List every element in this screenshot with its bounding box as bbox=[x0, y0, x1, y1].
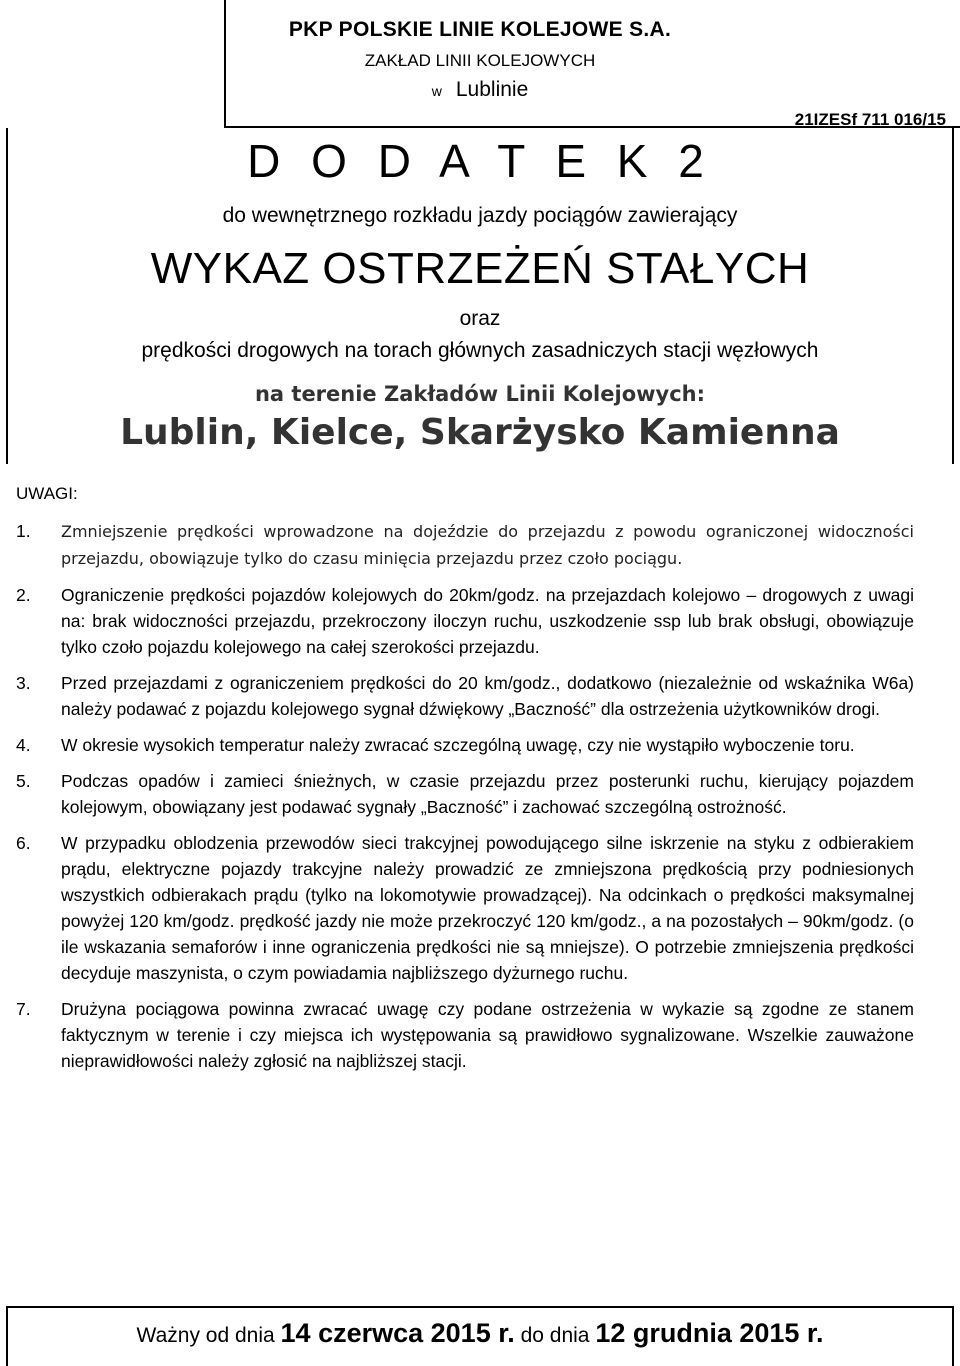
note-item bbox=[16, 996, 914, 1074]
note-item bbox=[16, 830, 914, 986]
note-text: Zmniejszenie prędkości wprowadzone na dojeździe do przejazdu z powodu ograniczonej widoczności przejazdu, obowiązuje tylko do czasu minięcia przejazdu przez czoło pociągu. bbox=[61, 522, 914, 568]
note-number: 1. bbox=[16, 521, 31, 541]
footer-rule-top bbox=[6, 1306, 954, 1308]
note-text: Ograniczenie prędkości pojazdów kolejowych do 20km/godz. na przejazdach kolejowo – drogowych z uwagi na: brak widoczności przejazdu, przekroczony iloczyn ruchu, uszkodzenie ssp lub brak obsługi, obowiązuje tylko czoło pojazdu kolejowego na całej szerokości przejazdu. bbox=[61, 585, 914, 657]
note-number: 3. bbox=[16, 673, 31, 693]
note-number: 4. bbox=[16, 735, 31, 755]
area-line: na terenie Zakładów Linii Kolejowych: bbox=[254, 382, 706, 406]
note-item bbox=[16, 670, 914, 722]
note-text: W przypadku oblodzenia przewodów sieci trakcyjnej powodującego silne iskrzenie na styku z odbierakiem prądu, elektryczne pojazdy trakcyjne należy prowadzić ze zmniejszona prędkością przy podniesionych wszystkich odbierakach prądu (tylko na lokomotywie prowadzącej). Na odcinkach o prędkości maksymalnej powyżej 120 km/godz. prędkość jazdy nie może przekroczyć 120 km/godz., a na pozostałych – 90km/godz. (o ile wskazania semaforów i inne ograniczenia prędkości nie są mniejsze). O potrzebie zmniejszenia prędkości decyduje maszynista, o czym powiadamia najbliższego dyżurnego ruchu. bbox=[61, 833, 914, 983]
document-subtitle: do wewnętrznego rozkładu jazdy pociągów zawierający bbox=[222, 204, 738, 227]
note-text: Przed przejazdami z ograniczeniem prędkości do 20 km/godz., dodatkowo (niezależnie od wskaźnika W6a) należy podawać z pojazdu kolejowego sygnał dźwiękowy „Baczność” dla ostrzeżenia użytkowników drogi. bbox=[61, 673, 914, 719]
conjunction: oraz bbox=[459, 307, 501, 330]
valid-from-date: 14 czerwca 2015 r. bbox=[280, 1318, 515, 1348]
notes-list bbox=[16, 518, 914, 1084]
city-prefix: w bbox=[431, 83, 442, 99]
note-number: 7. bbox=[16, 999, 31, 1019]
department-name: ZAKŁAD LINII KOLEJOWYCH bbox=[364, 51, 596, 70]
note-item bbox=[16, 518, 914, 572]
department-city bbox=[0, 78, 960, 102]
note-text: Podczas opadów i zamieci śnieżnych, w czasie przejazdu przez posterunki ruchu, kierujący pojazdem kolejowym, obowiązany jest podawać sygnały „Baczność” i zachować szczególną ostrożność. bbox=[61, 771, 914, 817]
speeds-line: prędkości drogowych na torach głównych zasadniczych stacji węzłowych bbox=[141, 339, 819, 362]
note-number: 5. bbox=[16, 771, 31, 791]
company-name: PKP POLSKIE LINIE KOLEJOWE S.A. bbox=[288, 18, 672, 41]
document-number: 21IZESf 711 016/15 bbox=[794, 110, 946, 129]
city-name: Lublinie bbox=[455, 78, 529, 101]
note-item bbox=[16, 768, 914, 820]
note-number: 2. bbox=[16, 585, 31, 605]
validity-line bbox=[0, 1318, 960, 1349]
note-item bbox=[16, 582, 914, 660]
main-heading: WYKAZ OSTRZEŻEŃ STAŁYCH bbox=[150, 244, 810, 293]
note-number: 6. bbox=[16, 833, 31, 853]
valid-to-label: do dnia bbox=[520, 1324, 590, 1347]
note-item bbox=[16, 732, 914, 758]
valid-from-label: Ważny od dnia bbox=[136, 1324, 275, 1347]
regions-line: Lublin, Kielce, Skarżysko Kamienna bbox=[120, 412, 840, 453]
note-text: Drużyna pociągowa powinna zwracać uwagę czy podane ostrzeżenia w wykazie są zgodne ze stanem faktycznym w terenie i czy miejsca ich występowania są prawidłowo sygnalizowane. Wszelkie zauważone nieprawidłowości należy zgłosić na najbliższej stacji. bbox=[61, 999, 914, 1071]
note-text: W okresie wysokich temperatur należy zwracać szczególną uwagę, czy nie wystąpiło wyboczenie toru. bbox=[61, 735, 855, 755]
notes-label: UWAGI: bbox=[16, 484, 78, 503]
valid-to-date: 12 grudnia 2015 r. bbox=[595, 1318, 824, 1348]
document-title: D O D A T E K 2 bbox=[247, 135, 713, 187]
